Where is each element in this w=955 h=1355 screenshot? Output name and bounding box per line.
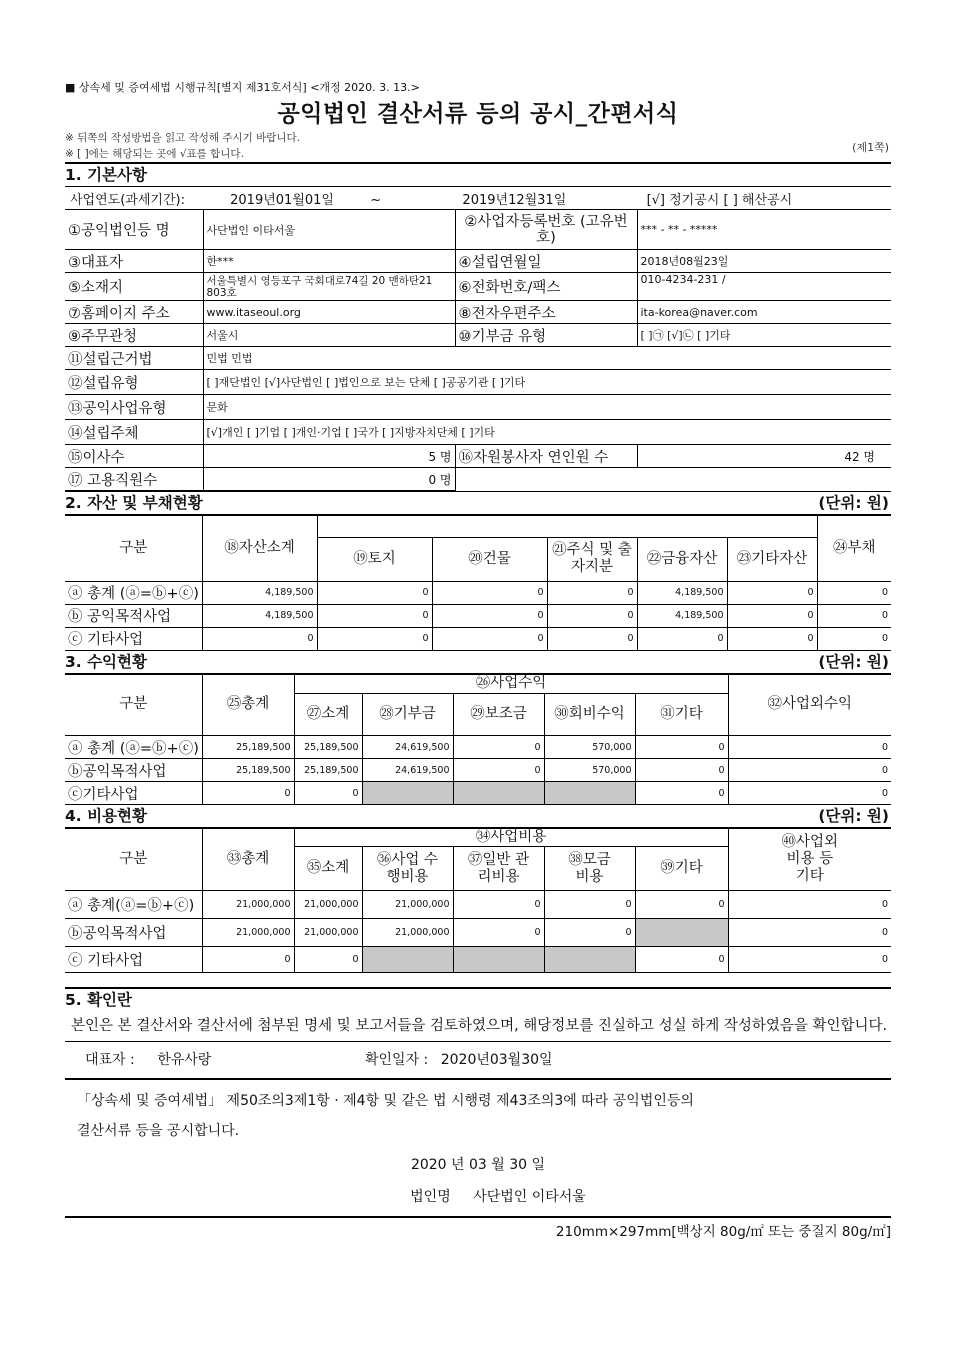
income-col-subtotal: ㉗소계 bbox=[294, 694, 362, 736]
assets-col-building: ⑳건물 bbox=[432, 537, 547, 581]
disclosure-date: 2020 년 03 월 30 일 bbox=[410, 1157, 546, 1173]
row-label: ⓐ 총계(ⓐ=ⓑ+ⓒ) bbox=[65, 891, 202, 919]
cell: 0 bbox=[728, 891, 891, 919]
assets-col-stock: ㉑주식 및 출자지분 bbox=[547, 537, 637, 581]
note-2: ※ [ ]에는 해당되는 곳에 √표를 합니다. (제1쪽) bbox=[65, 141, 889, 160]
section-assets-heading: 2. 자산 및 부채현황 (단위: 원) bbox=[65, 491, 891, 514]
income-col-donation: ㉘기부금 bbox=[362, 694, 453, 736]
cell: 0 bbox=[432, 604, 547, 627]
cell: 0 bbox=[202, 627, 317, 650]
table-row bbox=[65, 604, 891, 627]
row-label: ⓐ 총계 (ⓐ=ⓑ+ⓒ) bbox=[65, 581, 202, 604]
row-label: ⓑ공익목적사업 bbox=[65, 759, 202, 782]
row-label: ⓒ 기타사업 bbox=[65, 947, 202, 973]
expense-col-fundraising: ㊳모금 비용 bbox=[544, 847, 635, 891]
period-tilde: ~ bbox=[370, 192, 382, 208]
confirm-statement: 본인은 본 결산서와 결산서에 첨부된 명세 및 보고서들을 검토하였으며, 해당정보를 진실하고 성실 하게 작성하였음을 확인합니다. bbox=[71, 1018, 888, 1034]
shaded-cell bbox=[544, 947, 635, 973]
est-type-label: ⑫설립유형 bbox=[65, 370, 203, 395]
cell: 0 bbox=[317, 627, 432, 650]
cell: 0 bbox=[294, 782, 362, 805]
founded-value: 2018년08월23일 bbox=[637, 250, 891, 273]
volunteers-label: ⑯자원봉사자 연인원 수 bbox=[455, 445, 637, 468]
expense-col-gubun: 구분 bbox=[65, 828, 202, 891]
cell: 25,189,500 bbox=[294, 759, 362, 782]
biz-no-label: ②사업자등록번호 (고유번호) bbox=[455, 210, 637, 250]
expense-group-business: ㉞사업비용 bbox=[294, 828, 728, 847]
cell: 24,619,500 bbox=[362, 759, 453, 782]
cell: 0 bbox=[728, 736, 891, 759]
cell: 0 bbox=[453, 736, 544, 759]
cell: 25,189,500 bbox=[202, 759, 294, 782]
expense-col-operation: ㊱사업 수행비용 bbox=[362, 847, 453, 891]
phone-value: 010-4234-231 / bbox=[637, 273, 891, 301]
cell: 21,000,000 bbox=[362, 919, 453, 947]
row-label: ⓑ공익목적사업 bbox=[65, 919, 202, 947]
cell: 0 bbox=[544, 891, 635, 919]
cell: 0 bbox=[294, 947, 362, 973]
expense-col-admin: ㊲일반 관리비용 bbox=[453, 847, 544, 891]
table-row bbox=[65, 581, 891, 604]
table-row bbox=[65, 736, 891, 759]
cell: 0 bbox=[727, 581, 817, 604]
table-row bbox=[65, 891, 891, 919]
assets-col-gubun: 구분 bbox=[65, 515, 202, 581]
table-row bbox=[65, 947, 891, 973]
homepage-label: ⑦홈페이지 주소 bbox=[65, 301, 203, 324]
founder-value: [√]개인 [ ]기업 [ ]개인·기업 [ ]국가 [ ]지방자치단체 [ ]기타 bbox=[203, 420, 891, 445]
employees-value: 0 명 bbox=[203, 468, 455, 491]
expense-col-nonbusiness: ㊵사업외 비용 등 기타 bbox=[728, 828, 891, 891]
employees-label: ⑰ 고용직원수 bbox=[65, 468, 203, 491]
period-start: 2019년01월01일 bbox=[230, 192, 334, 208]
assets-col-other: ㉓기타자산 bbox=[727, 537, 817, 581]
cell: 0 bbox=[635, 947, 728, 973]
cell: 0 bbox=[817, 627, 891, 650]
basic-info-table bbox=[65, 186, 891, 491]
directors-label: ⑮이사수 bbox=[65, 445, 203, 468]
period-end: 2019년12월31일 bbox=[462, 192, 567, 208]
donation-type-value: [ ]㉠ [√]㉡ [ ]기타 bbox=[637, 324, 891, 347]
law-statement: 「상속세 및 증여세법」 제50조의3제1항 · 제4항 및 같은 법 시행령 제43조의3에 따라 공익법인등의 결산서류 등을 공시합니다. bbox=[77, 1093, 694, 1139]
confirm-rep-name: 한유사랑 bbox=[157, 1052, 212, 1068]
cell: 0 bbox=[817, 581, 891, 604]
page-number: (제1쪽) bbox=[852, 141, 889, 154]
confirm-date-value: 2020년03월30일 bbox=[440, 1052, 553, 1068]
table-row bbox=[65, 627, 891, 650]
donation-type-label: ⑩기부금 유형 bbox=[455, 324, 637, 347]
cell: 4,189,500 bbox=[202, 581, 317, 604]
assets-col-subtotal: ⑱자산소계 bbox=[202, 515, 317, 581]
phone-label: ⑥전화번호/팩스 bbox=[455, 273, 637, 301]
income-unit: (단위: 원) bbox=[818, 652, 889, 671]
cell: 570,000 bbox=[544, 759, 635, 782]
assets-unit: (단위: 원) bbox=[818, 494, 889, 512]
cell: 21,000,000 bbox=[362, 891, 453, 919]
cell: 21,000,000 bbox=[202, 891, 294, 919]
addr-label: ⑤소재지 bbox=[65, 273, 203, 301]
shaded-cell bbox=[635, 919, 728, 947]
income-table bbox=[65, 673, 891, 806]
note-1: ※ 뒤쪽의 작성방법을 읽고 작성해 주시기 바랍니다. bbox=[65, 132, 301, 144]
row-label: ⓐ 총계 (ⓐ=ⓑ+ⓒ) bbox=[65, 736, 202, 759]
cell: 0 bbox=[728, 919, 891, 947]
cell: 0 bbox=[202, 782, 294, 805]
income-col-gubun: 구분 bbox=[65, 674, 202, 736]
cell: 0 bbox=[727, 604, 817, 627]
cell: 21,000,000 bbox=[294, 891, 362, 919]
row-label: ⓒ기타사업 bbox=[65, 782, 202, 805]
volunteers-value: 42 명 bbox=[637, 445, 891, 468]
email-label: ⑧전자우편주소 bbox=[455, 301, 637, 324]
row-label: ⓒ 기타사업 bbox=[65, 627, 202, 650]
table-row bbox=[65, 759, 891, 782]
directors-value: 5 명 bbox=[203, 445, 455, 468]
income-group-business: ㉖사업수익 bbox=[294, 674, 728, 694]
cell: 0 bbox=[453, 891, 544, 919]
cell: 0 bbox=[547, 581, 637, 604]
cell: 21,000,000 bbox=[202, 919, 294, 947]
page-title: 공익법인 결산서류 등의 공시_간편서식 bbox=[277, 101, 679, 127]
corp-name: 사단법인 이타서울 bbox=[473, 1189, 586, 1205]
cell: 0 bbox=[544, 919, 635, 947]
row-label: ⓑ 공익목적사업 bbox=[65, 604, 202, 627]
cell: 0 bbox=[547, 627, 637, 650]
income-col-total: ㉕총계 bbox=[202, 674, 294, 736]
section-expense-heading: 4. 비용현황 (단위: 원) bbox=[65, 807, 889, 825]
assets-table bbox=[65, 514, 891, 651]
cell: 0 bbox=[453, 759, 544, 782]
authority-value: 서울시 bbox=[203, 324, 455, 347]
cell: 0 bbox=[453, 919, 544, 947]
legal-basis-value: 민법 민법 bbox=[203, 347, 891, 370]
cell: 570,000 bbox=[544, 736, 635, 759]
biz-no-value: *** - ** - ***** bbox=[637, 210, 891, 250]
cell: 0 bbox=[635, 736, 728, 759]
regulation-line: ■ 상속세 및 증여세법 시행규칙[별지 제31호서식] <개정 2020. 3. 13.> bbox=[65, 81, 420, 94]
cell: 24,619,500 bbox=[362, 736, 453, 759]
email-value: ita-korea@naver.com bbox=[637, 301, 891, 324]
org-name-value: 사단법인 이타서울 bbox=[203, 210, 455, 250]
income-col-membership: ㉚회비수익 bbox=[544, 694, 635, 736]
expense-col-subtotal: ㉟소계 bbox=[294, 847, 362, 891]
corp-label: 법인명 bbox=[410, 1189, 451, 1205]
income-col-subsidy: ㉙보조금 bbox=[453, 694, 544, 736]
form-page bbox=[65, 80, 891, 1240]
table-row bbox=[65, 919, 891, 947]
table-row bbox=[65, 782, 891, 805]
cell: 0 bbox=[728, 947, 891, 973]
authority-label: ⑨주무관청 bbox=[65, 324, 203, 347]
expense-unit: (단위: 원) bbox=[818, 807, 889, 825]
org-name-label: ①공익법인등 명 bbox=[65, 210, 203, 250]
cell: 0 bbox=[728, 759, 891, 782]
confirm-rep-label: 대표자 : bbox=[85, 1052, 135, 1068]
assets-col-land: ⑲토지 bbox=[317, 537, 432, 581]
confirm-signature-row bbox=[65, 1041, 891, 1080]
expense-table bbox=[65, 827, 891, 973]
cell: 21,000,000 bbox=[294, 919, 362, 947]
cell: 0 bbox=[635, 782, 728, 805]
corporation-name-row bbox=[65, 1186, 891, 1206]
cell: 0 bbox=[432, 627, 547, 650]
disclosure-type: [√] 정기공시 [ ] 해산공시 bbox=[646, 192, 793, 208]
shaded-cell bbox=[544, 782, 635, 805]
shaded-cell bbox=[453, 947, 544, 973]
cell: 0 bbox=[317, 604, 432, 627]
income-col-nonbusiness: ㉜사업외수익 bbox=[728, 674, 891, 736]
expense-col-total: ㉝총계 bbox=[202, 828, 294, 891]
assets-col-liabilities: ㉔부채 bbox=[817, 515, 891, 581]
legal-basis-label: ⑪설립근거법 bbox=[65, 347, 203, 370]
section-basic-heading: 1. 기본사항 bbox=[65, 162, 891, 186]
rep-label: ③대표자 bbox=[65, 250, 203, 273]
cell: 0 bbox=[817, 604, 891, 627]
cell: 0 bbox=[432, 581, 547, 604]
shaded-cell bbox=[362, 947, 453, 973]
shaded-cell bbox=[453, 782, 544, 805]
cell: 0 bbox=[727, 627, 817, 650]
assets-col-financial: ㉒금융자산 bbox=[637, 537, 727, 581]
paper-spec: 210mm×297mm[백상지 80g/㎡ 또는 중질지 80g/㎡] bbox=[65, 1216, 891, 1240]
cell: 25,189,500 bbox=[294, 736, 362, 759]
cell: 0 bbox=[637, 627, 727, 650]
cell: 0 bbox=[547, 604, 637, 627]
cell: 0 bbox=[728, 782, 891, 805]
cell: 0 bbox=[317, 581, 432, 604]
cell: 0 bbox=[635, 891, 728, 919]
section-income-heading: 3. 수익현황 (단위: 원) bbox=[65, 652, 889, 671]
founder-label: ⑭설립주체 bbox=[65, 420, 203, 445]
cell: 4,189,500 bbox=[637, 604, 727, 627]
founded-label: ④설립연월일 bbox=[455, 250, 637, 273]
cell: 25,189,500 bbox=[202, 736, 294, 759]
cell: 4,189,500 bbox=[202, 604, 317, 627]
period-row bbox=[65, 187, 891, 210]
cell: 0 bbox=[202, 947, 294, 973]
rep-value: 한*** bbox=[203, 250, 455, 273]
period-label: 사업연도(과세기간): bbox=[70, 192, 185, 208]
homepage-value: www.itaseoul.org bbox=[203, 301, 455, 324]
biz-type-label: ⑬공익사업유형 bbox=[65, 395, 203, 420]
addr-value: 서울특별시 영등포구 국회대로74길 20 맨하탄21 803호 bbox=[203, 273, 455, 301]
income-col-other: ㉛기타 bbox=[635, 694, 728, 736]
confirm-date-label: 확인일자 : bbox=[365, 1052, 429, 1068]
est-type-value: [ ]재단법인 [√]사단법인 [ ]법인으로 보는 단체 [ ]공공기관 [ ]기타 bbox=[203, 370, 891, 395]
cell: 0 bbox=[635, 759, 728, 782]
shaded-cell bbox=[362, 782, 453, 805]
expense-col-other: ㊴기타 bbox=[635, 847, 728, 891]
cell: 4,189,500 bbox=[637, 581, 727, 604]
section-confirm-heading: 5. 확인란 bbox=[65, 987, 891, 1011]
biz-type-value: 문화 bbox=[203, 395, 891, 420]
